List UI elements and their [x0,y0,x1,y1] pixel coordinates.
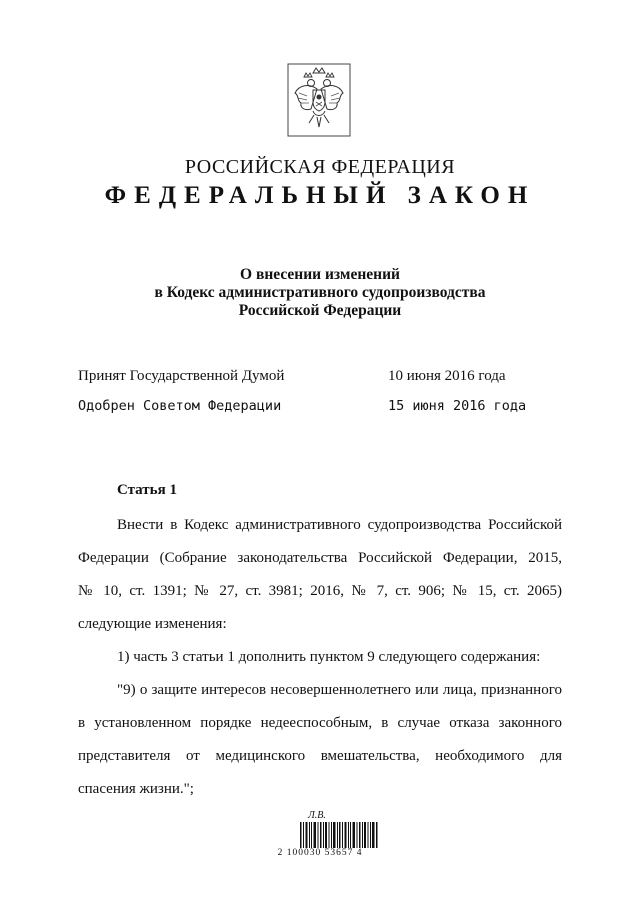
amendment-item: 1) часть 3 статьи 1 дополнить пунктом 9 следующего содержания: [117,649,541,665]
paragraph-line: Федерации (Собрание законодательства Российской Федерации, 2015, [78,550,562,566]
adoption-council-label: Одобрен Советом Федерации [78,398,282,414]
adoption-duma-date: 10 июня 2016 года [388,368,506,384]
barcode-number: 2 100030 53657 4 [277,848,363,858]
quote-line: представителя от медицинского вмешательства, необходимого для [78,748,562,764]
law-title-line: Российской Федерации [238,302,402,319]
adoption-council-date: 15 июня 2016 года [388,398,527,414]
barcode [300,822,378,848]
russian-coat-of-arms-icon [287,63,351,137]
article-title: Статья 1 [117,482,177,498]
paragraph-line: следующие изменения: [78,616,227,632]
quote-line: спасения жизни."; [78,781,194,797]
adoption-duma-row [78,368,518,388]
law-title [0,266,640,320]
law-title-line: в Кодекс административного судопроизводства [154,284,486,301]
quote-line: в установленном порядке недееспособным, в случае отказа законного [78,715,562,731]
quote-line: "9) о защите интересов несовершеннолетнего или лица, признанного [117,682,562,698]
law-title-line: О внесении изменений [240,266,400,283]
article-intro [78,515,562,812]
document-type: ФЕДЕРАЛЬНЫЙ ЗАКОН [104,182,536,209]
adoption-duma-label: Принят Государственной Думой [78,368,285,384]
initials-mark: Л.В. [308,810,326,821]
adoption-council-row [78,398,527,418]
paragraph-line: Внести в Кодекс административного судопроизводства Российской [117,517,562,533]
country-name: РОССИЙСКАЯ ФЕДЕРАЦИЯ [184,156,456,178]
paragraph-line: № 10, ст. 1391; № 27, ст. 3981; 2016, № 7, ст. 906; № 15, ст. 2065) [78,583,562,599]
